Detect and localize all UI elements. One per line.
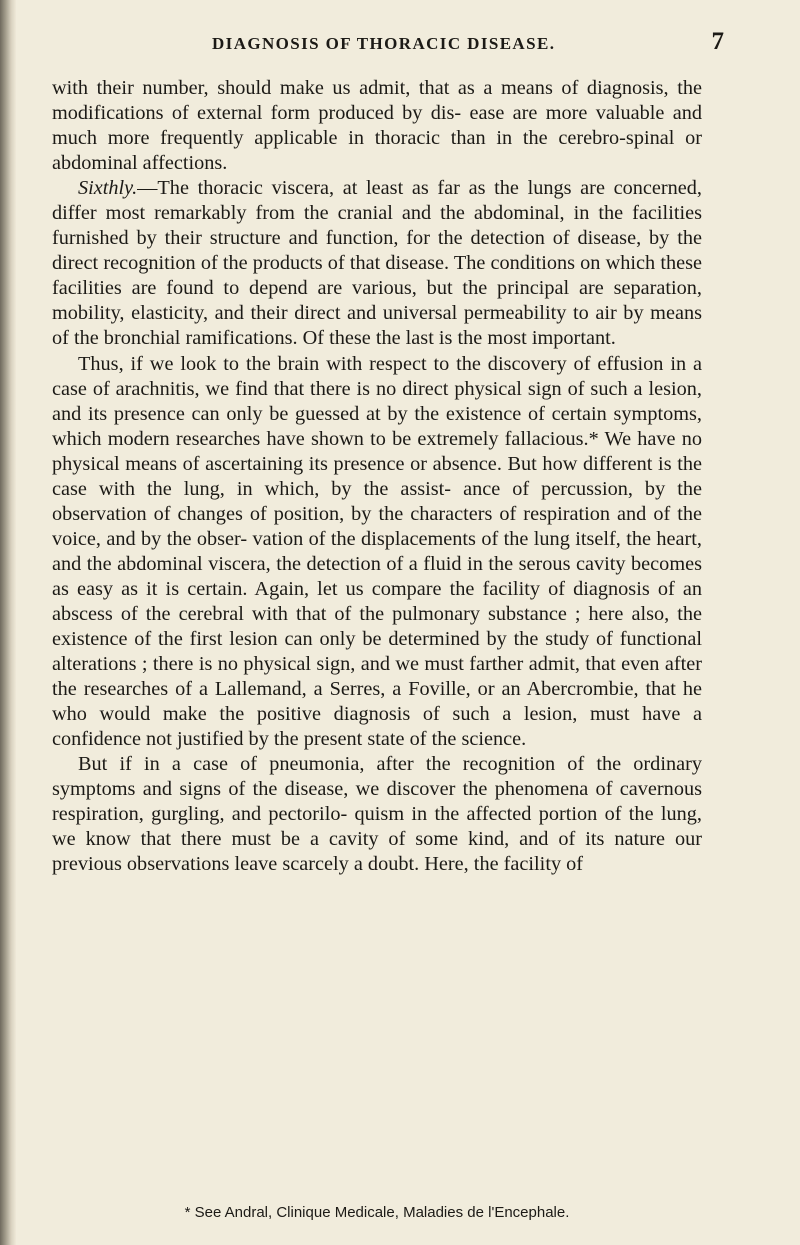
paragraph-text: Thus, if we look to the brain with respect to the discovery of effusion in a case of arachnitis, we find that there is no direct physical sign of such a lesion, and its presence can only be guessed at by the existence of certain symptoms, which modern researches have shown to be extremely fallacious.* We have no physical means of ascertaining its presence or absence. But how different is the case with the lung, in which, by the assist- ance of percussion, by the observation of changes of position, by the characters of respiration and of the voice, and by the obser- vation of the displacements of the lung itself, the heart, and the abdominal viscera, the detection of a fluid in the serous cavity becomes as easy as it is certain. Again, let us compare the facility of diagnosis of an abscess of the cerebral with that of the pulmonary substance ; here also, the existence of the first lesion can only be determined by the study of functional alterations ; there is no physical sign, and we must farther admit, that even after the researches of a Lallemand, a Serres, a Foville, or an Abercrombie, that he who would make the positive diagnosis of such a lesion, must have a confidence not justified by the present state of the science. [52,352,702,751]
book-binding-edge [0,0,16,1245]
running-title: DIAGNOSIS OF THORACIC DISEASE. [212,34,556,53]
paragraph-text: —The thoracic viscera, at least as far as the lungs are concerned, differ most remarkably from the cranial and the abdominal, in the facilities furnished by their structure and function, for the detection of disease, by the direct recognition of the products of that disease. The conditions on which these facilities are found to depend are various, but the principal are separation, mobility, elasticity, and their direct and universal permeability to air by means of the bronchial ramifications. Of these the last is the most important. [52,177,702,350]
paragraph-text: with their number, should make us admit, that as a means of diagnosis, the modifications of external form produced by dis- ease are more valuable and much more frequently applicable in thoracic than in the cerebro-spinal or abdominal affections. [52,77,702,175]
page-number: 7 [711,28,724,55]
paragraph-pneumonia [52,752,702,877]
footnote: * See Andral, Clinique Medicale, Maladies de l'Encephale. [184,1204,570,1221]
paragraph-brain-lung [52,352,702,753]
body-text [52,76,702,878]
running-head [52,28,724,58]
paragraph-lead: Sixthly. [78,177,138,200]
paragraph-continued [52,76,702,176]
paragraph-text: But if in a case of pneumonia, after the recognition of the ordinary symptoms and signs of the disease, we discover the phenomena of cavernous respiration, gurgling, and pectorilo- quism in the affected portion of the lung, we know that there must be a cavity of some kind, and of its nature our previous observations leave scarcely a doubt. Here, the facility of [52,753,702,876]
book-page [52,0,724,1245]
paragraph-sixthly [52,176,702,351]
